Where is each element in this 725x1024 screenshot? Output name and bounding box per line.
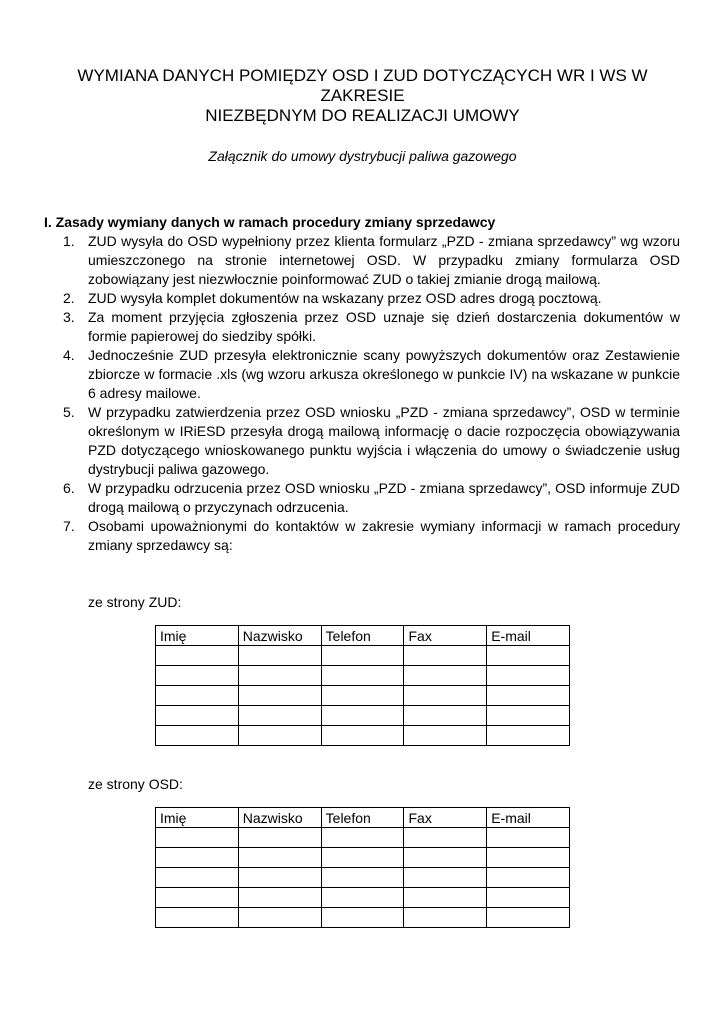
table-cell[interactable] (238, 848, 321, 868)
rule-number: 7. (63, 518, 75, 534)
table-cell[interactable] (238, 828, 321, 848)
table-cell[interactable] (156, 888, 239, 908)
rule-item (63, 346, 680, 403)
rule-item (63, 479, 680, 517)
table-cell[interactable] (238, 686, 321, 706)
column-header-email: E-mail (487, 808, 570, 828)
table-cell[interactable] (404, 848, 487, 868)
osd-contacts-label: ze strony OSD: (88, 776, 183, 792)
rule-item (63, 289, 680, 308)
document-title (60, 66, 665, 126)
rule-text: Za moment przyjęcia zgłoszenia przez OSD uznaje się dzień dostarczenia dokumentów w formie papierowej do siedziby spółki. (88, 309, 680, 344)
table-cell[interactable] (156, 868, 239, 888)
table-cell[interactable] (487, 888, 570, 908)
table-cell[interactable] (487, 666, 570, 686)
rule-text: ZUD wysyła do OSD wypełniony przez klienta formularz „PZD - zmiana sprzedawcy” wg wzoru umieszczonego na stronie internetowej OSD. W przypadku zmiany formularza OSD zobowiązany jest niezwłocznie poinformować ZUD o takiej zmianie drogą mailową. (88, 233, 680, 287)
table-cell[interactable] (321, 908, 404, 928)
column-header-first-name: Imię (156, 626, 239, 646)
rule-number: 5. (63, 404, 75, 420)
table-cell[interactable] (404, 646, 487, 666)
column-header-phone: Telefon (321, 626, 404, 646)
title-line-1: WYMIANA DANYCH POMIĘDZY OSD I ZUD DOTYCZĄCYCH WR I WS W (77, 66, 648, 85)
table-cell[interactable] (238, 888, 321, 908)
table-row (156, 908, 570, 928)
rule-item (63, 517, 680, 555)
rule-text: W przypadku zatwierdzenia przez OSD wniosku „PZD - zmiana sprzedawcy”, OSD w terminie określonym w IRiESD przesyła drogą mailową informację o dacie rozpoczęcia obowiązywania PZD dotyczącego wnioskowanego punktu wyjścia i włączenia do umowy o świadczenie usług dystrybucji paliwa gazowego. (88, 404, 680, 477)
rule-number: 2. (63, 290, 75, 306)
table-cell[interactable] (156, 666, 239, 686)
document-subtitle: Załącznik do umowy dystrybucji paliwa gazowego (208, 148, 517, 164)
table-row (156, 646, 570, 666)
table-row (156, 848, 570, 868)
table-cell[interactable] (238, 726, 321, 746)
column-header-last-name: Nazwisko (238, 626, 321, 646)
rule-number: 3. (63, 309, 75, 325)
column-header-last-name: Nazwisko (238, 808, 321, 828)
table-cell[interactable] (487, 848, 570, 868)
rules-list (63, 232, 680, 555)
table-cell[interactable] (238, 908, 321, 928)
table-row (156, 666, 570, 686)
table-cell[interactable] (238, 706, 321, 726)
section-heading: I. Zasady wymiany danych w ramach procedury zmiany sprzedawcy (44, 214, 496, 230)
table-row (156, 726, 570, 746)
table-header-row (156, 626, 570, 646)
table-cell[interactable] (404, 706, 487, 726)
title-line-3: NIEZBĘDNYM DO REALIZACJI UMOWY (205, 106, 520, 125)
table-cell[interactable] (321, 726, 404, 746)
table-cell[interactable] (156, 646, 239, 666)
table-row (156, 888, 570, 908)
table-cell[interactable] (404, 726, 487, 746)
table-cell[interactable] (321, 848, 404, 868)
table-cell[interactable] (404, 868, 487, 888)
table-cell[interactable] (238, 868, 321, 888)
table-row (156, 868, 570, 888)
rule-number: 6. (63, 480, 75, 496)
table-cell[interactable] (321, 828, 404, 848)
table-cell[interactable] (404, 828, 487, 848)
table-cell[interactable] (487, 686, 570, 706)
table-cell[interactable] (238, 646, 321, 666)
osd-contacts-table (155, 807, 570, 928)
rule-text: W przypadku odrzucenia przez OSD wniosku „PZD - zmiana sprzedawcy”, OSD informuje ZUD drogą mailową o przyczynach odrzucenia. (88, 480, 680, 515)
table-cell[interactable] (404, 888, 487, 908)
table-row (156, 706, 570, 726)
table-cell[interactable] (487, 646, 570, 666)
table-cell[interactable] (487, 726, 570, 746)
rule-item (63, 308, 680, 346)
column-header-phone: Telefon (321, 808, 404, 828)
table-cell[interactable] (238, 666, 321, 686)
table-cell[interactable] (156, 828, 239, 848)
column-header-fax: Fax (404, 626, 487, 646)
table-cell[interactable] (321, 706, 404, 726)
rule-text: Jednocześnie ZUD przesyła elektronicznie scany powyższych dokumentów oraz Zestawienie zbiorcze w formacie .xls (wg wzoru arkusza określonego w punkcie IV) na wskazane w punkcie 6 adresy mailowe. (88, 347, 680, 401)
table-cell[interactable] (404, 666, 487, 686)
table-cell[interactable] (321, 666, 404, 686)
table-cell[interactable] (321, 686, 404, 706)
rule-text: ZUD wysyła komplet dokumentów na wskazany przez OSD adres drogą pocztową. (88, 290, 602, 306)
table-cell[interactable] (487, 868, 570, 888)
table-cell[interactable] (156, 686, 239, 706)
table-cell[interactable] (321, 646, 404, 666)
title-line-2: ZAKRESIE (320, 86, 405, 105)
table-cell[interactable] (487, 828, 570, 848)
table-cell[interactable] (156, 706, 239, 726)
rule-item (63, 232, 680, 289)
column-header-email: E-mail (487, 626, 570, 646)
table-cell[interactable] (156, 848, 239, 868)
table-cell[interactable] (404, 686, 487, 706)
table-cell[interactable] (321, 868, 404, 888)
rule-number: 1. (63, 233, 75, 249)
column-header-first-name: Imię (156, 808, 239, 828)
zud-contacts-table (155, 625, 570, 746)
table-cell[interactable] (487, 706, 570, 726)
table-header-row (156, 808, 570, 828)
table-cell[interactable] (487, 908, 570, 928)
column-header-fax: Fax (404, 808, 487, 828)
zud-contacts-label: ze strony ZUD: (88, 594, 182, 610)
table-cell[interactable] (404, 908, 487, 928)
table-cell[interactable] (156, 726, 239, 746)
rule-number: 4. (63, 347, 75, 363)
rule-item (63, 403, 680, 479)
table-cell[interactable] (321, 888, 404, 908)
table-row (156, 828, 570, 848)
rule-text: Osobami upoważnionymi do kontaktów w zakresie wymiany informacji w ramach procedury zmiany sprzedawcy są: (88, 518, 680, 553)
table-row (156, 686, 570, 706)
table-cell[interactable] (156, 908, 239, 928)
